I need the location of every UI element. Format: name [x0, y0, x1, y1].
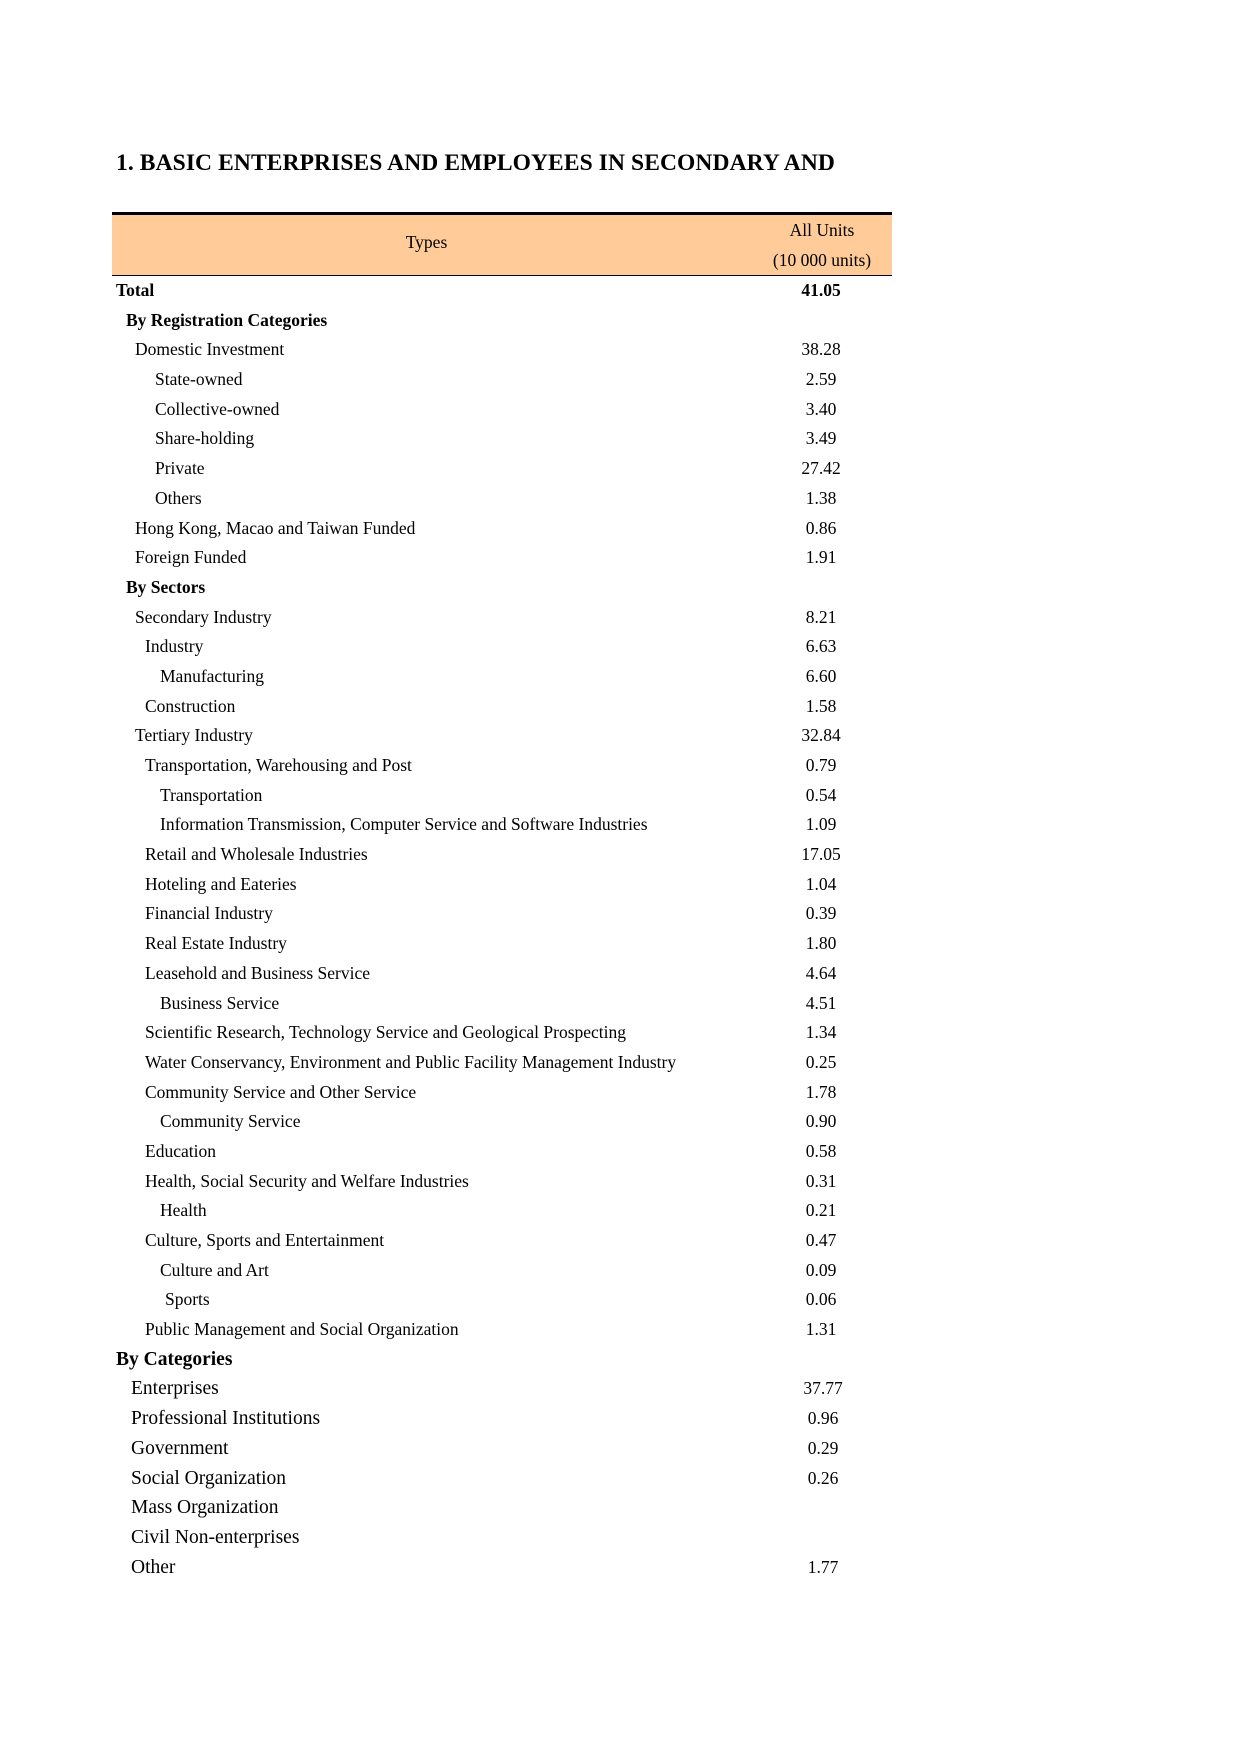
row-label: Collective-owned: [155, 398, 280, 419]
row-label: Real Estate Industry: [145, 933, 287, 954]
table-row: [112, 1493, 892, 1523]
row-value: 1.58: [805, 695, 837, 716]
row-value: 0.25: [805, 1051, 837, 1072]
table-header: [112, 212, 892, 276]
row-label: Government: [131, 1437, 229, 1459]
row-label: Water Conservancy, Environment and Public Facility Management Industry: [145, 1051, 677, 1072]
units-column-header: [752, 215, 892, 275]
row-value: 17.05: [801, 844, 841, 865]
row-label: Community Service and Other Service: [145, 1081, 417, 1102]
row-label: Foreign Funded: [135, 547, 247, 568]
table-row: [112, 1196, 892, 1226]
row-value: 0.90: [805, 1111, 837, 1132]
table-row: [112, 721, 892, 751]
table-row: [112, 870, 892, 900]
table-row: [112, 1018, 892, 1048]
row-label: Culture and Art: [160, 1259, 269, 1280]
table-row: [112, 781, 892, 811]
row-value: 0.54: [805, 784, 837, 805]
table-row: [112, 335, 892, 365]
row-value: 6.60: [805, 665, 837, 686]
table-row: [112, 899, 892, 929]
types-column-header: Types: [405, 232, 448, 252]
row-label: Social Organization: [131, 1467, 287, 1489]
row-value: 1.80: [805, 933, 837, 954]
row-label: Share-holding: [155, 428, 255, 449]
row-value: 3.49: [805, 428, 837, 449]
row-label: Transportation: [160, 784, 263, 805]
row-label: Secondary Industry: [135, 606, 272, 627]
row-label: Culture, Sports and Entertainment: [145, 1230, 385, 1250]
row-label: Hong Kong, Macao and Taiwan Funded: [135, 517, 416, 538]
table-row: [112, 1167, 892, 1197]
row-value: 2.59: [805, 369, 837, 390]
row-value: 0.79: [805, 755, 837, 775]
table-row: [112, 1523, 892, 1553]
row-value: 0.58: [805, 1140, 837, 1161]
row-label: Manufacturing: [160, 665, 264, 686]
table-row: [112, 1553, 892, 1583]
row-value: 0.26: [807, 1467, 839, 1488]
row-value: 1.78: [805, 1081, 837, 1102]
row-label: Construction: [145, 695, 236, 716]
row-value: 32.84: [801, 725, 841, 746]
row-value: 3.40: [805, 398, 837, 419]
table-row: [112, 1464, 892, 1494]
data-table: [112, 212, 892, 1582]
row-value: 0.21: [805, 1200, 837, 1221]
row-label: Health, Social Security and Welfare Industries: [145, 1170, 469, 1191]
row-value: 1.34: [805, 1022, 837, 1043]
row-label: Tertiary Industry: [135, 725, 253, 746]
table-row: [112, 1107, 892, 1137]
row-label: State-owned: [155, 369, 243, 390]
units-header-line2: (10 000 units): [772, 250, 872, 270]
row-label: Financial Industry: [145, 903, 273, 924]
row-value: 1.09: [805, 814, 837, 835]
row-label: Retail and Wholesale Industries: [145, 844, 368, 865]
row-label: Mass Organization: [131, 1497, 279, 1519]
table-row: [112, 573, 892, 603]
table-row: [112, 1137, 892, 1167]
table-row: [112, 662, 892, 692]
table-row: [112, 306, 892, 336]
page-title: 1. BASIC ENTERPRISES AND EMPLOYEES IN SECONDARY AND: [116, 150, 835, 176]
table-row: [112, 484, 892, 514]
row-label: Scientific Research, Technology Service and Geological Prospecting: [145, 1022, 627, 1043]
row-value: 1.38: [805, 487, 837, 508]
row-label: Community Service: [160, 1111, 301, 1132]
row-label: Hoteling and Eateries: [145, 873, 297, 894]
row-label: Others: [155, 487, 202, 508]
table-row: [112, 1345, 892, 1375]
row-value: 8.21: [805, 606, 837, 627]
row-value: 41.05: [801, 280, 841, 300]
table-row: [112, 840, 892, 870]
units-header-line1: All Units: [789, 220, 855, 240]
table-row: [112, 1404, 892, 1434]
table-row: [112, 1256, 892, 1286]
row-value: 0.09: [805, 1259, 837, 1280]
row-value: 0.31: [805, 1170, 837, 1191]
row-label: Sports: [165, 1289, 210, 1310]
row-label: Public Management and Social Organization: [145, 1319, 459, 1340]
row-label: Domestic Investment: [135, 339, 285, 360]
row-value: 0.47: [805, 1230, 837, 1250]
row-value: 0.39: [805, 903, 837, 924]
table-row: [112, 395, 892, 425]
table-row: [112, 365, 892, 395]
table-row: [112, 276, 892, 306]
table-row: [112, 959, 892, 989]
table-row: [112, 1374, 892, 1404]
row-value: 1.31: [805, 1319, 837, 1340]
row-label: By Sectors: [126, 576, 206, 597]
table-row: [112, 514, 892, 544]
row-value: 6.63: [805, 636, 837, 657]
row-value: 1.91: [805, 547, 837, 568]
row-label: Industry: [145, 636, 204, 657]
row-label: Private: [155, 458, 205, 479]
row-label: Professional Institutions: [131, 1408, 321, 1430]
row-label: By Registration Categories: [126, 309, 328, 330]
row-label: Leasehold and Business Service: [145, 962, 371, 983]
table-row: [112, 1315, 892, 1345]
row-label: Education: [145, 1140, 216, 1161]
table-row: [112, 1434, 892, 1464]
table-row: [112, 1226, 892, 1256]
row-label: Transportation, Warehousing and Post: [145, 755, 412, 775]
table-row: [112, 692, 892, 722]
table-row: [112, 810, 892, 840]
row-label: Total: [116, 280, 155, 300]
row-value: 4.64: [805, 962, 837, 983]
row-value: 1.77: [807, 1556, 839, 1577]
table-row: [112, 603, 892, 633]
table-row: [112, 751, 892, 781]
table-row: [112, 454, 892, 484]
row-label: Health: [160, 1200, 207, 1221]
row-label: Civil Non-enterprises: [131, 1526, 300, 1548]
row-label: Information Transmission, Computer Service and Software Industries: [160, 814, 648, 835]
table-row: [112, 424, 892, 454]
row-value: 0.29: [807, 1437, 839, 1458]
row-value: 4.51: [805, 992, 837, 1013]
row-label: Business Service: [160, 992, 280, 1013]
table-row: [112, 989, 892, 1019]
table-row: [112, 1078, 892, 1108]
row-value: 0.96: [807, 1408, 839, 1429]
row-label: Enterprises: [131, 1378, 219, 1400]
row-value: 0.06: [805, 1289, 837, 1310]
table-row: [112, 632, 892, 662]
row-value: 37.77: [803, 1378, 843, 1399]
table-row: [112, 1285, 892, 1315]
table-row: [112, 1048, 892, 1078]
table-row: [112, 929, 892, 959]
row-value: 0.86: [805, 517, 837, 538]
row-value: 38.28: [801, 339, 841, 360]
row-value: 1.04: [805, 873, 837, 894]
table-body: [112, 276, 892, 1582]
table-row: [112, 543, 892, 573]
row-label: By Categories: [116, 1348, 233, 1370]
row-label: Other: [131, 1556, 176, 1578]
row-value: 27.42: [801, 458, 841, 479]
